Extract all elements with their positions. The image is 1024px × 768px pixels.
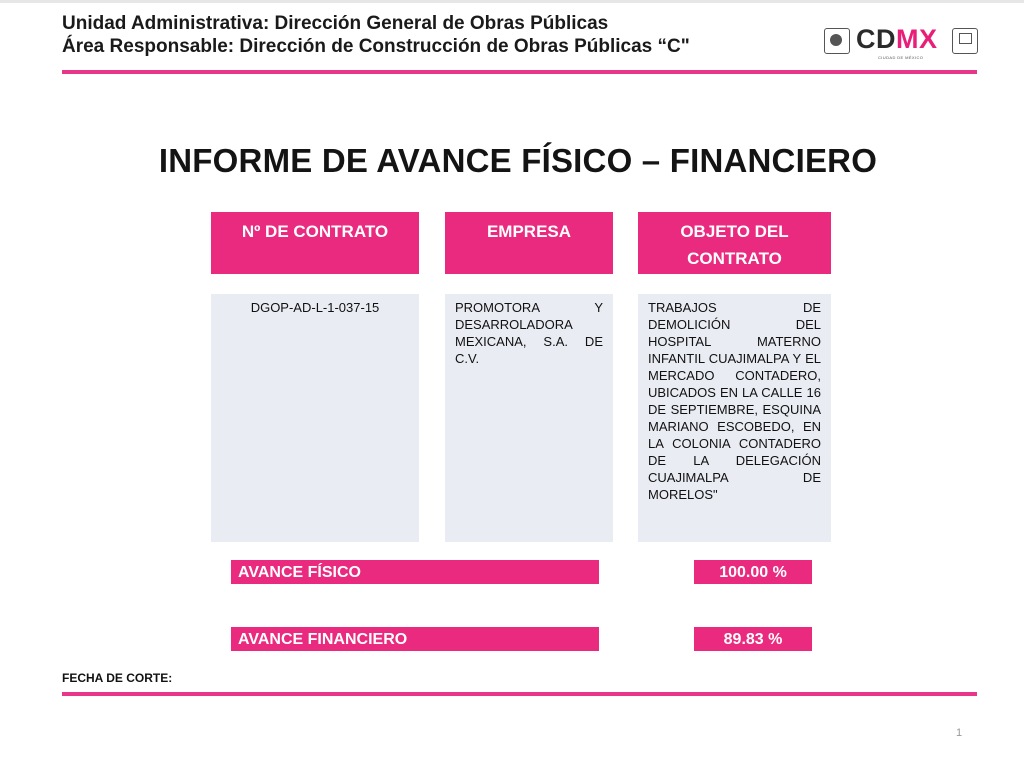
company-cell: PROMOTORA Y DESARROLADORA MEXICANA, S.A. DE C.V. bbox=[445, 294, 613, 542]
page-title: INFORME DE AVANCE FÍSICO – FINANCIERO bbox=[158, 142, 878, 179]
contract-number-cell: DGOP-AD-L-1-037-15 bbox=[211, 294, 419, 542]
page-number: 1 bbox=[956, 727, 963, 739]
financial-progress-value: 89.83 % bbox=[694, 627, 812, 651]
header-divider bbox=[62, 70, 977, 74]
logo-wordmark: CDMX bbox=[856, 24, 938, 54]
contract-object-header: OBJETO DEL CONTRATO bbox=[638, 212, 831, 274]
physical-progress-value: 100.00 % bbox=[694, 560, 812, 584]
top-border bbox=[0, 0, 1024, 3]
logo-subtitle: CIUDAD DE MÉXICO bbox=[878, 55, 924, 60]
administrative-unit: Unidad Administrativa: Dirección General de Obras Públicas bbox=[62, 13, 609, 34]
responsible-area: Área Responsable: Dirección de Construcción de Obras Públicas “C" bbox=[62, 36, 690, 57]
header-block bbox=[62, 12, 690, 58]
financial-progress-label: AVANCE FINANCIERO bbox=[231, 627, 599, 651]
footer-divider bbox=[62, 692, 977, 696]
government-seal-icon bbox=[824, 28, 850, 54]
cdmx-logo bbox=[822, 24, 982, 58]
company-header: EMPRESA bbox=[445, 212, 613, 274]
building-badge-icon bbox=[952, 28, 978, 54]
contract-number-header: Nº DE CONTRATO bbox=[211, 212, 419, 274]
physical-progress-label: AVANCE FÍSICO bbox=[231, 560, 599, 584]
cutoff-date-label: FECHA DE CORTE: bbox=[62, 671, 173, 685]
contract-object-cell: TRABAJOS DE DEMOLICIÓN DEL HOSPITAL MATERNO INFANTIL CUAJIMALPA Y EL MERCADO CONTADERO, UBICADOS EN LA CALLE 16 DE SEPTIEMBRE, ESQUINA MARIANO ESCOBEDO, EN LA COLONIA CONTADERO DE LA DELEGACIÓN CUAJIMALPA DE MORELOS" bbox=[638, 294, 831, 542]
